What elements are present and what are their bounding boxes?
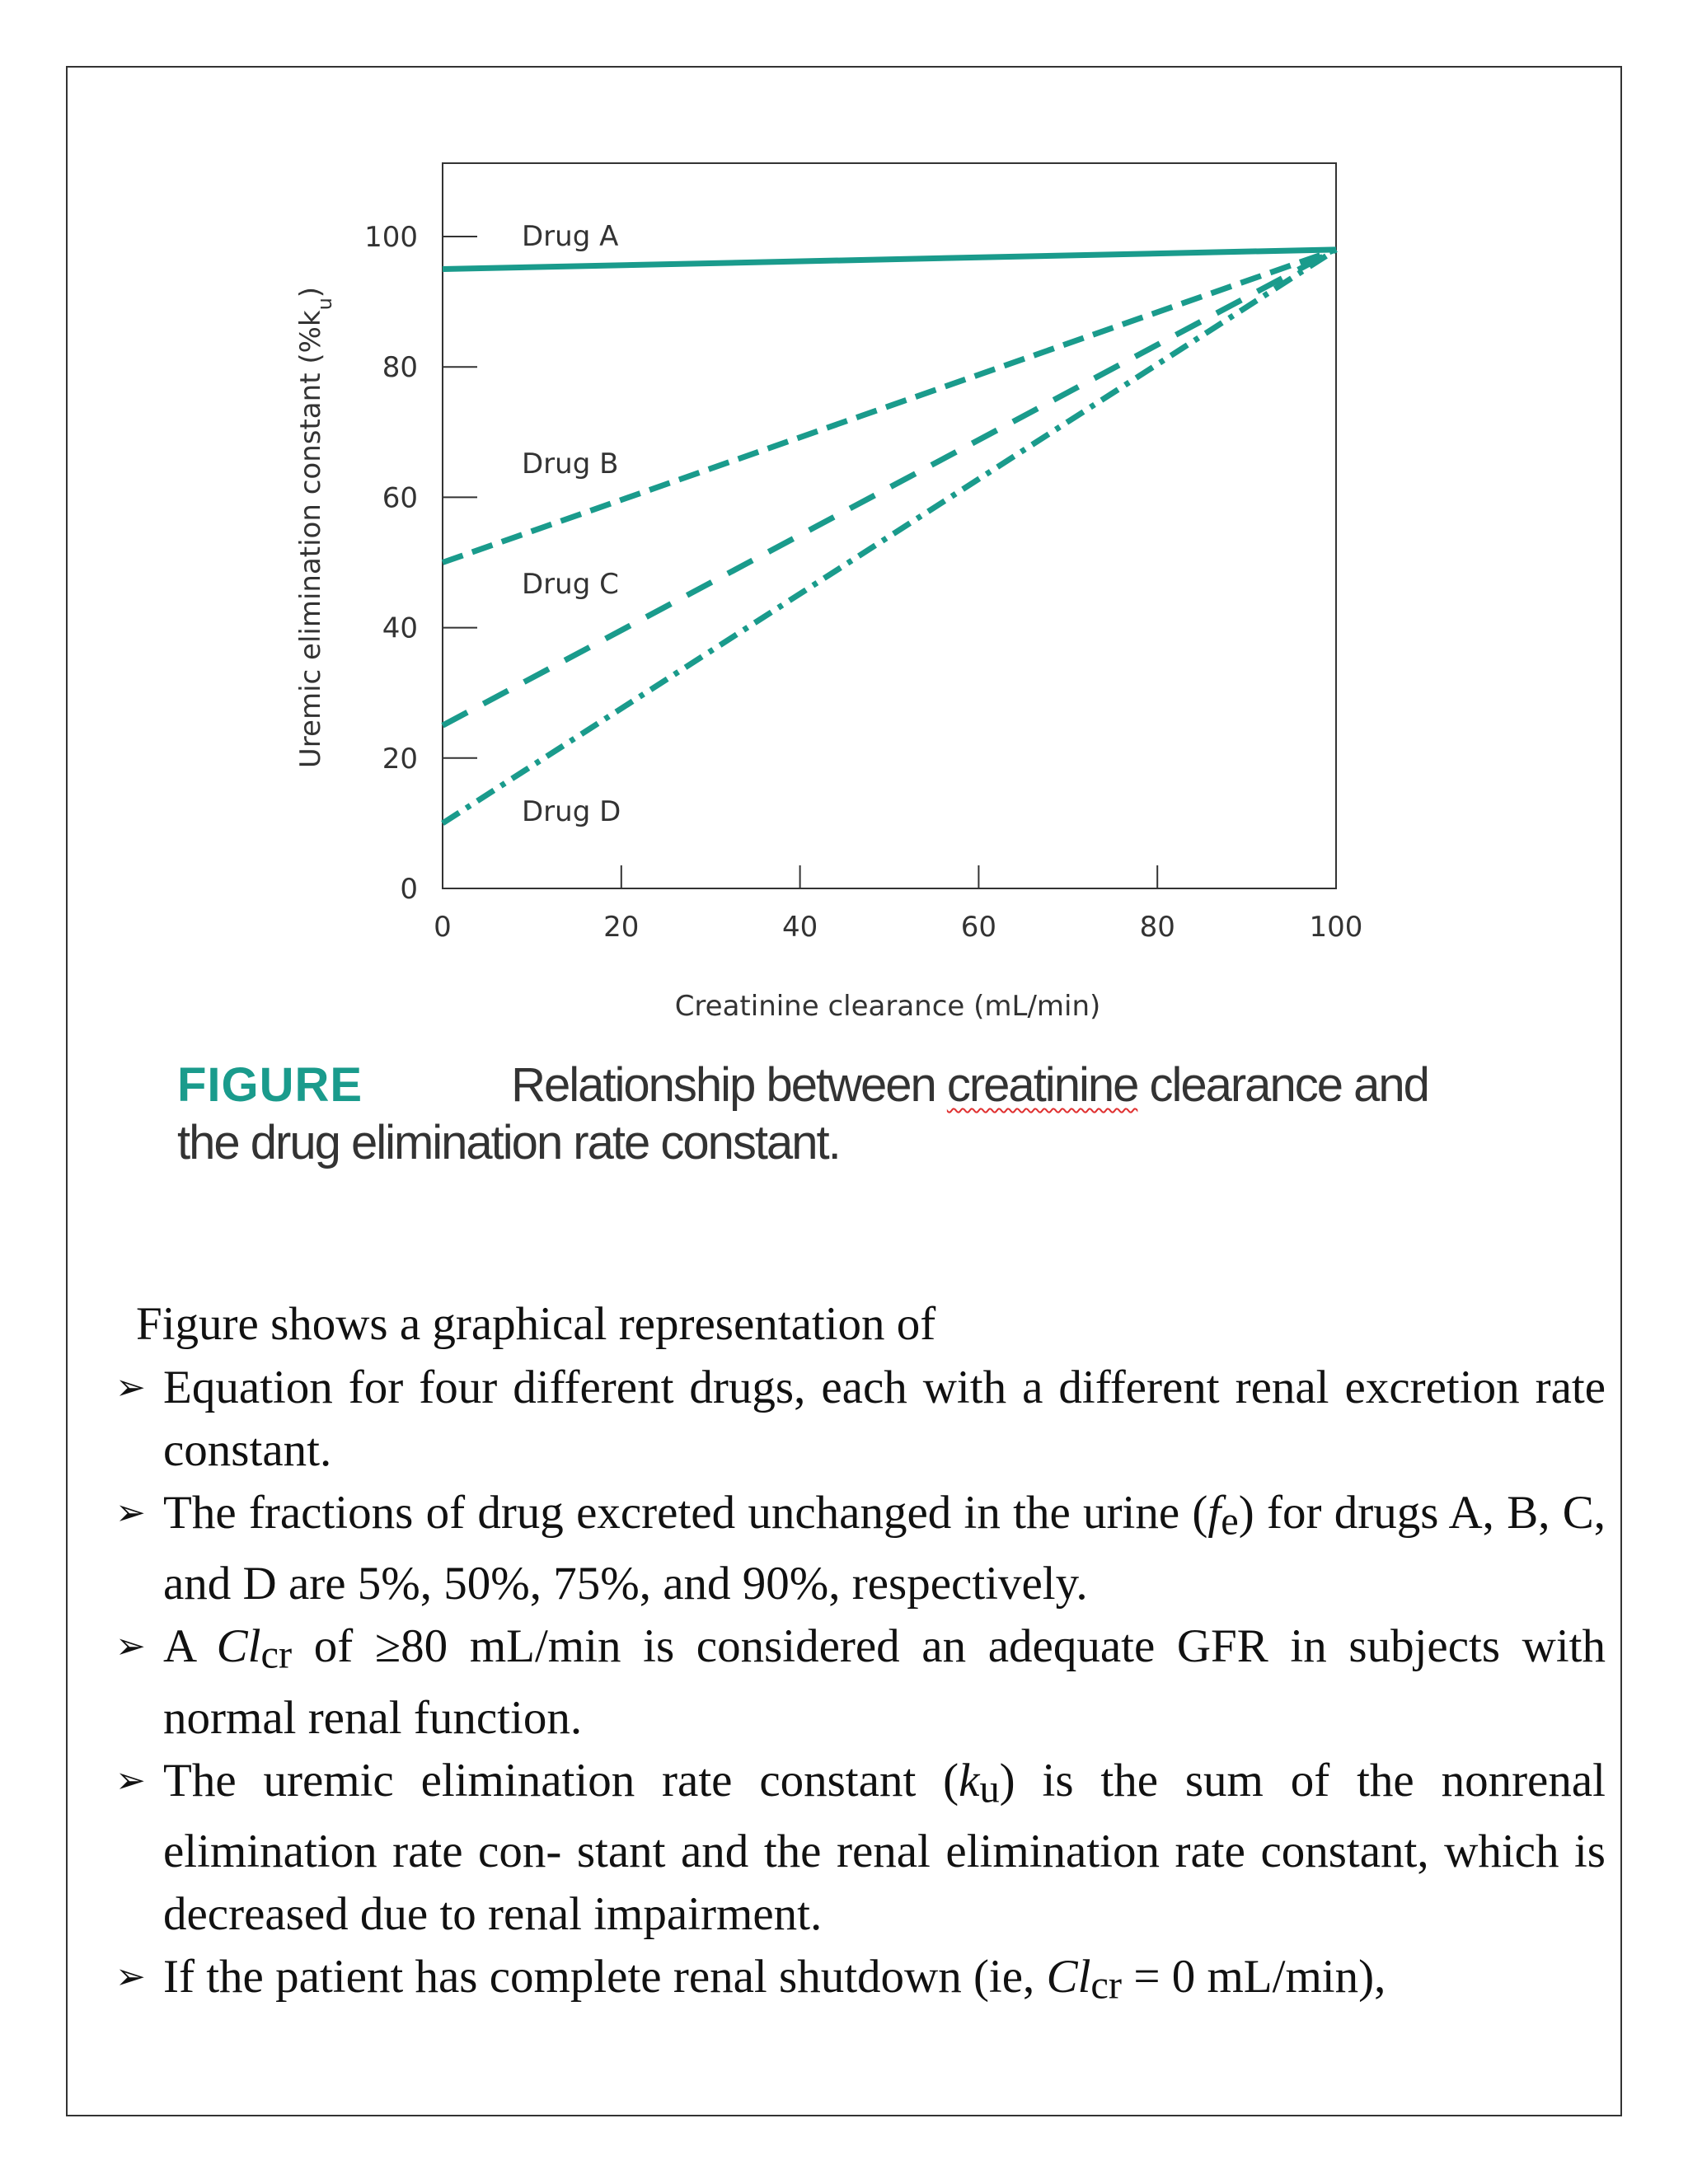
arrow-bullet-icon: ➢ [115, 1492, 146, 1534]
series-label: Drug A [522, 220, 619, 253]
bullet-list [115, 1357, 1606, 2017]
series-line-drug-d [443, 250, 1336, 823]
y-axis-title-sub: u [313, 298, 336, 311]
bullet-text-before: The fractions of drug excreted unchanged in the urine ( [163, 1487, 1208, 1539]
caption-squiggle-word: creatinine [946, 1058, 1138, 1112]
arrow-bullet-icon: ➢ [115, 1625, 146, 1668]
y-tick-label: 60 [382, 481, 418, 515]
symbol-variable: Cl [216, 1620, 261, 1673]
y-axis-title-text: Uremic elimination constant (%k [294, 310, 327, 769]
bullet-item [115, 1357, 1606, 1482]
x-tick-label: 20 [603, 911, 640, 944]
arrow-bullet-icon: ➢ [115, 1955, 146, 1998]
y-axis-title-end: ) [294, 286, 327, 298]
y-tick-label: 80 [382, 351, 418, 385]
x-tick-label: 0 [434, 911, 452, 944]
bullet-item [115, 1615, 1606, 1749]
y-tick-label: 40 [382, 612, 418, 645]
x-tick-label: 100 [1309, 911, 1363, 944]
figure-label: FIGURE [177, 1058, 363, 1112]
bullet-item [115, 1482, 1606, 1615]
bullet-text-after: of ≥80 mL/min is considered an adequate GFR in subjects with normal renal function. [163, 1620, 1606, 1744]
symbol-subscript: cr [1090, 1963, 1123, 2008]
y-tick-label: 0 [400, 873, 418, 906]
x-tick-label: 60 [960, 911, 997, 944]
body-text [115, 1292, 1606, 2017]
bullet-text-after: ) for drugs A, B, C, and D are 5%, 50%, 75%, and 90%, respectively. [163, 1487, 1606, 1610]
symbol-variable: Cl [1046, 1950, 1091, 2003]
series-label: Drug D [522, 795, 621, 828]
bullet-text-after: = 0 mL/min), [1122, 1950, 1386, 2003]
bullet-text: Equation for four different drugs, each with a different renal excretion rate constant. [163, 1361, 1606, 1476]
arrow-bullet-icon: ➢ [115, 1759, 146, 1802]
bullet-text-before: The uremic elimination rate constant ( [163, 1754, 959, 1807]
bullet-item [115, 1750, 1606, 1946]
x-tick-label: 80 [1139, 911, 1175, 944]
bullet-text-before: A [163, 1620, 217, 1673]
arrow-bullet-icon: ➢ [115, 1366, 146, 1408]
intro-paragraph: Figure shows a graphical representation of [136, 1298, 936, 1350]
series-line-drug-c [443, 250, 1336, 725]
y-axis-title [294, 287, 336, 768]
chart [0, 0, 1688, 1055]
plot-frame [443, 163, 1336, 888]
symbol-subscript: u [979, 1766, 1000, 1811]
bullet-text-after: ) is the sum of the nonrenal elimination rate con- stant and the renal elimination rate constant, which is decreased due to renal impairment. [163, 1754, 1606, 1940]
x-axis-title: Creatinine clearance (mL/min) [674, 990, 1101, 1023]
series-label: Drug C [522, 568, 619, 601]
y-tick-label: 100 [364, 221, 418, 254]
y-tick-label: 20 [382, 742, 418, 776]
symbol-variable: k [959, 1754, 980, 1807]
bullet-text-before: If the patient has complete renal shutdown (ie, [163, 1950, 1047, 2003]
bullet-item [115, 1946, 1606, 2017]
caption-text-after: clearance and the drug elimination rate constant. [177, 1058, 1428, 1169]
caption-text-before: Relationship between [511, 1058, 935, 1112]
symbol-variable: f [1207, 1487, 1221, 1539]
series-label: Drug B [522, 448, 619, 480]
figure-caption [177, 1057, 1479, 1172]
symbol-subscript: e [1221, 1499, 1239, 1544]
series-line-drug-b [443, 250, 1336, 563]
x-tick-label: 40 [781, 911, 818, 944]
symbol-subscript: cr [260, 1633, 293, 1677]
